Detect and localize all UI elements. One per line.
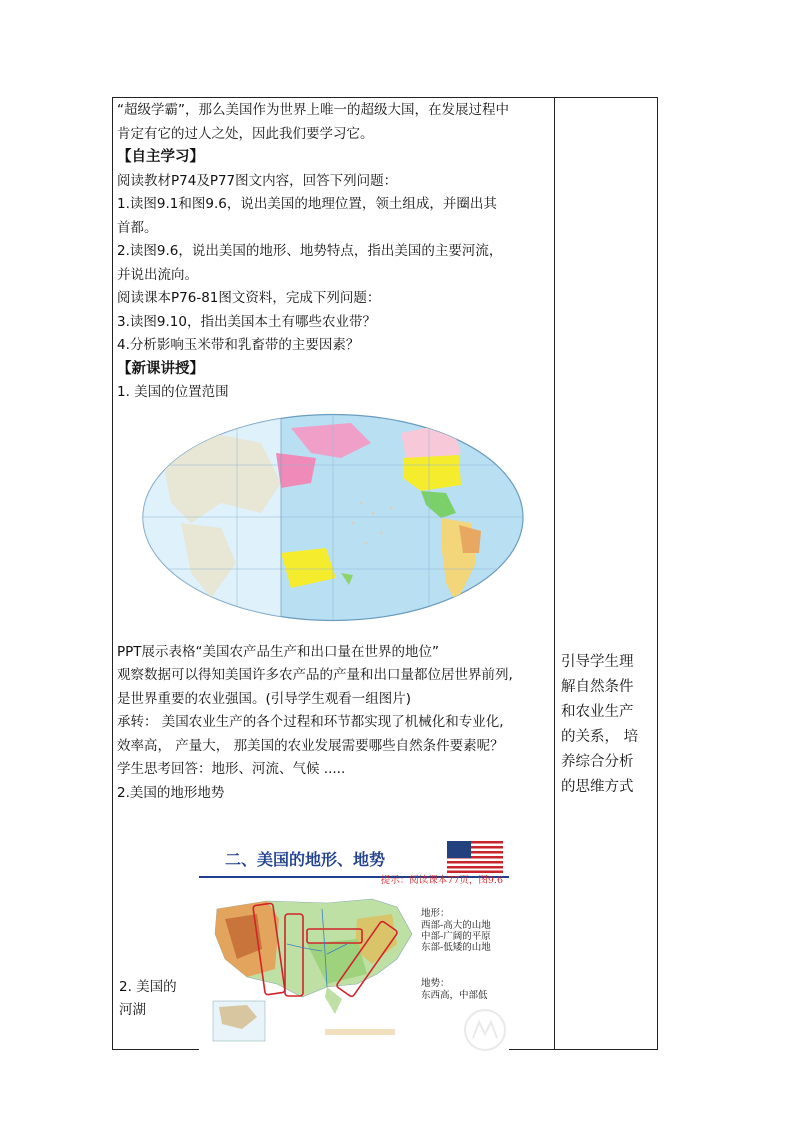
design-intent-text: 解自然条件 (561, 679, 634, 695)
relief-heading: 地势： (421, 978, 450, 989)
section-location: 1. 美国的位置范围 (117, 384, 229, 400)
self-study-heading: 【自主学习】 (117, 149, 204, 165)
question-1-cont: 首都。 (117, 219, 158, 236)
us-flag-icon (447, 841, 503, 873)
terrain-east: 东部-低矮的山地 (421, 942, 491, 953)
intro-text: “超级学霸”，那么美国作为世界上唯一的超级大国，在发展过程中 (117, 102, 509, 118)
section-rivers-lakes (119, 976, 180, 1022)
design-intent-text: 引导学生理 (561, 654, 634, 670)
relief-description: 东西高，中部低 (421, 990, 488, 1001)
observation-text-cont: 是世界重要的农业强国。(引导学生观看一组图片) (117, 690, 412, 707)
student-answer: 学生思考回答：地形、河流、气候 ..... (117, 761, 346, 777)
question-2-cont: 并说出流向。 (117, 266, 198, 283)
ppt-instruction: PPT展示表格“美国农产品生产和出口量在世界的地位” (117, 643, 440, 660)
terrain-heading: 地形： (421, 908, 450, 919)
new-lesson-heading: 【新课讲授】 (117, 360, 204, 377)
question-1: 1.读图9.1和图9.6，说出美国的地理位置，领土组成，并圈出其 (117, 196, 497, 212)
question-2: 2.读图9.6，说出美国的地形、地势特点，指出美国的主要河流， (117, 243, 503, 259)
reading-instruction: 阅读教材P74及P77图文内容，回答下列问题： (117, 172, 398, 189)
reading-instruction-2: 阅读课本P76-81图文资料，完成下列问题： (117, 290, 381, 306)
section-terrain: 2.美国的地形地势 (117, 784, 225, 801)
section-rivers-lakes-line2: 河湖 (119, 1002, 146, 1018)
design-intent-text: 养综合分析 (561, 754, 634, 770)
design-intent-text: 的关系， 培 (561, 729, 639, 745)
design-intent-text: 和农业生产 (561, 704, 634, 720)
slide-title: 二、美国的地形、地势 (225, 850, 386, 869)
terrain-central: 中部-广阔的平原 (421, 931, 491, 942)
us-terrain-slide (199, 831, 509, 1051)
us-terrain-map (207, 889, 417, 1047)
design-intent-column (561, 650, 656, 800)
world-map-image (141, 413, 525, 622)
design-intent-text: 的思维方式 (561, 779, 634, 795)
observation-text: 观察数据可以得知美国许多农产品的产量和出口量都位居世界前列, (117, 667, 513, 683)
intro-text: 肯定有它的过人之处，因此我们要学习它。 (117, 125, 374, 142)
transition-text-cont: 效率高， 产量大， 那美国的农业发展需要哪些自然条件要素呢？ (117, 737, 504, 754)
question-4: 4.分析影响玉米带和乳畜带的主要因素？ (117, 337, 360, 353)
table-column-divider (554, 97, 555, 1050)
transition-text: 承转： 美国农业生产的各个过程和环节都实现了机械化和专业化, (117, 714, 504, 730)
slide-hint: 提示：阅读课本77页，图9.6 (380, 875, 503, 886)
watermark-logo (461, 1006, 509, 1051)
terrain-west: 西部-高大的山地 (421, 920, 491, 931)
section-rivers-lakes-line1: 2. 美国的 (119, 979, 177, 995)
question-3: 3.读图9.10，指出美国本土有哪些农业带？ (117, 313, 376, 330)
